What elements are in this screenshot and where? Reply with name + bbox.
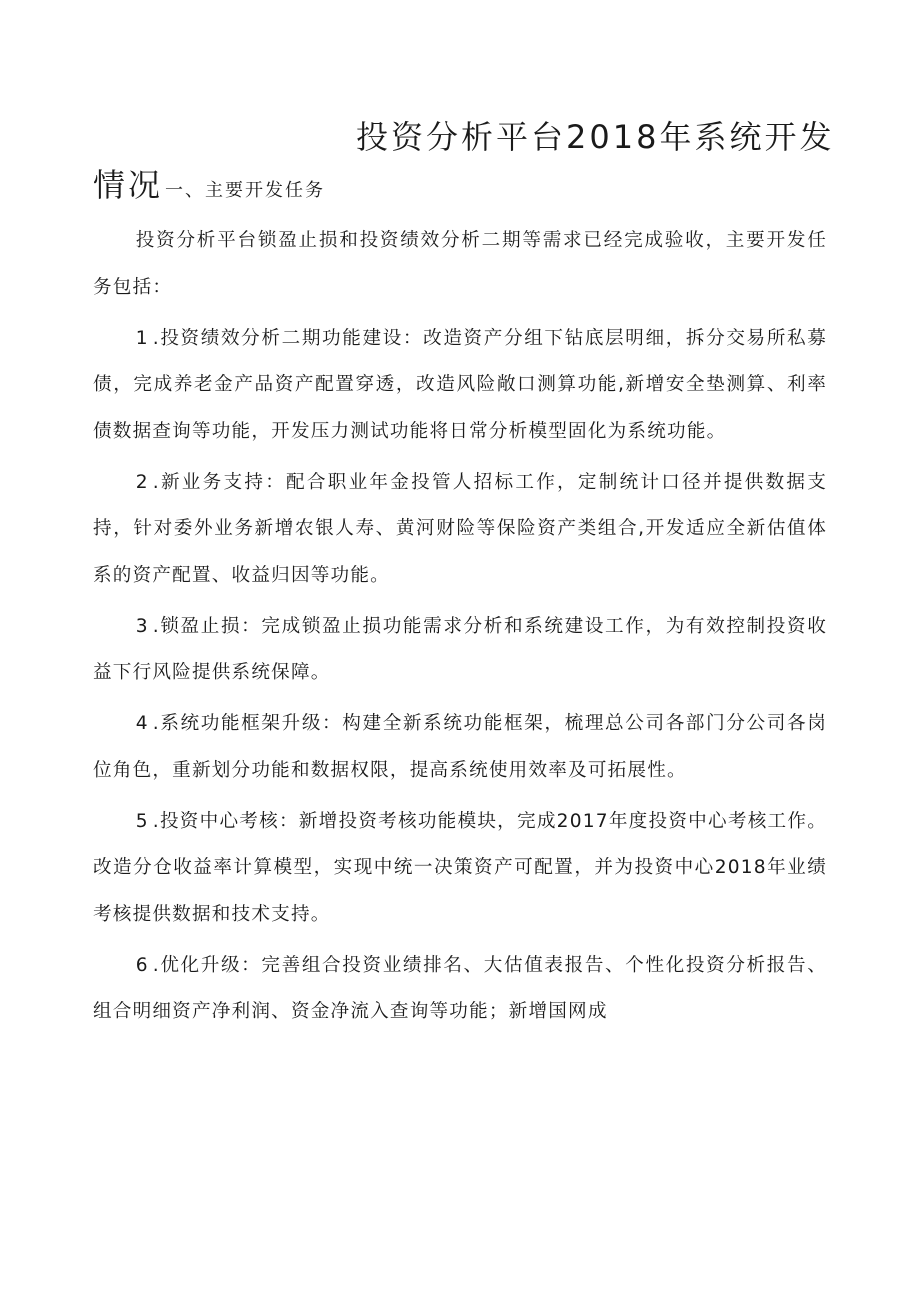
- task-item-number: 4: [135, 713, 149, 734]
- document-title: 投资分析平台2018年系统开发: [356, 118, 835, 156]
- task-item-text: .优化升级：完善组合投资业绩排名、大估值表报告、个性化投资分析报告、组合明细资产净利润、资金净流入查询等功能；新增国网成: [93, 954, 827, 1022]
- task-item-text: .新业务支持：配合职业年金投管人招标工作，定制统计口径并提供数据支持，针对委外业务新增农银人寿、黄河财险等保险资产类组合,开发适应全新估值体系的资产配置、收益归因等功能。: [93, 471, 827, 586]
- task-item-1: [93, 316, 827, 456]
- task-item-number: 1: [135, 327, 149, 349]
- section-heading: 一、主要开发任务: [165, 180, 326, 201]
- task-item-number: 2: [135, 471, 149, 493]
- intro-paragraph: 投资分析平台锁盈止损和投资绩效分析二期等需求已经完成验收，主要开发任务包括：: [93, 230, 827, 298]
- task-item-number: 6: [135, 954, 149, 976]
- document-body: [93, 218, 827, 1040]
- task-item-text: .系统功能框架升级：构建全新系统功能框架，梳理总公司各部门分公司各岗位角色，重新划分功能和数据权限，提高系统使用效率及可拓展性。: [93, 713, 827, 781]
- task-item-4: [93, 701, 827, 794]
- task-item-text: .锁盈止损：完成锁盈止损功能需求分析和系统建设工作，为有效控制投资收益下行风险提供系统保障。: [93, 615, 827, 683]
- task-item-5: [93, 799, 827, 939]
- task-item-6: [93, 943, 827, 1036]
- title-continuation-line: [93, 160, 325, 206]
- task-item-number: 5: [135, 810, 149, 832]
- task-item-text: .投资中心考核：新增投资考核功能模块，完成2017年度投资中心考核工作。改造分仓收益率计算模型，实现中统一决策资产可配置，并为投资中心2018年业绩考核提供数据和技术支持。: [93, 810, 827, 925]
- task-item-number: 3: [135, 615, 149, 637]
- document-title-continuation: 情况: [93, 166, 164, 204]
- task-item-text: .投资绩效分析二期功能建设：改造资产分组下钻底层明细，拆分交易所私募债，完成养老金产品资产配置穿透，改造风险敞口测算功能,新增安全垫测算、利率债数据查询等功能，开发压力测试功能将日常分析模型固化为系统功能。: [93, 327, 827, 442]
- task-item-3: [93, 604, 827, 697]
- task-item-2: [93, 460, 827, 600]
